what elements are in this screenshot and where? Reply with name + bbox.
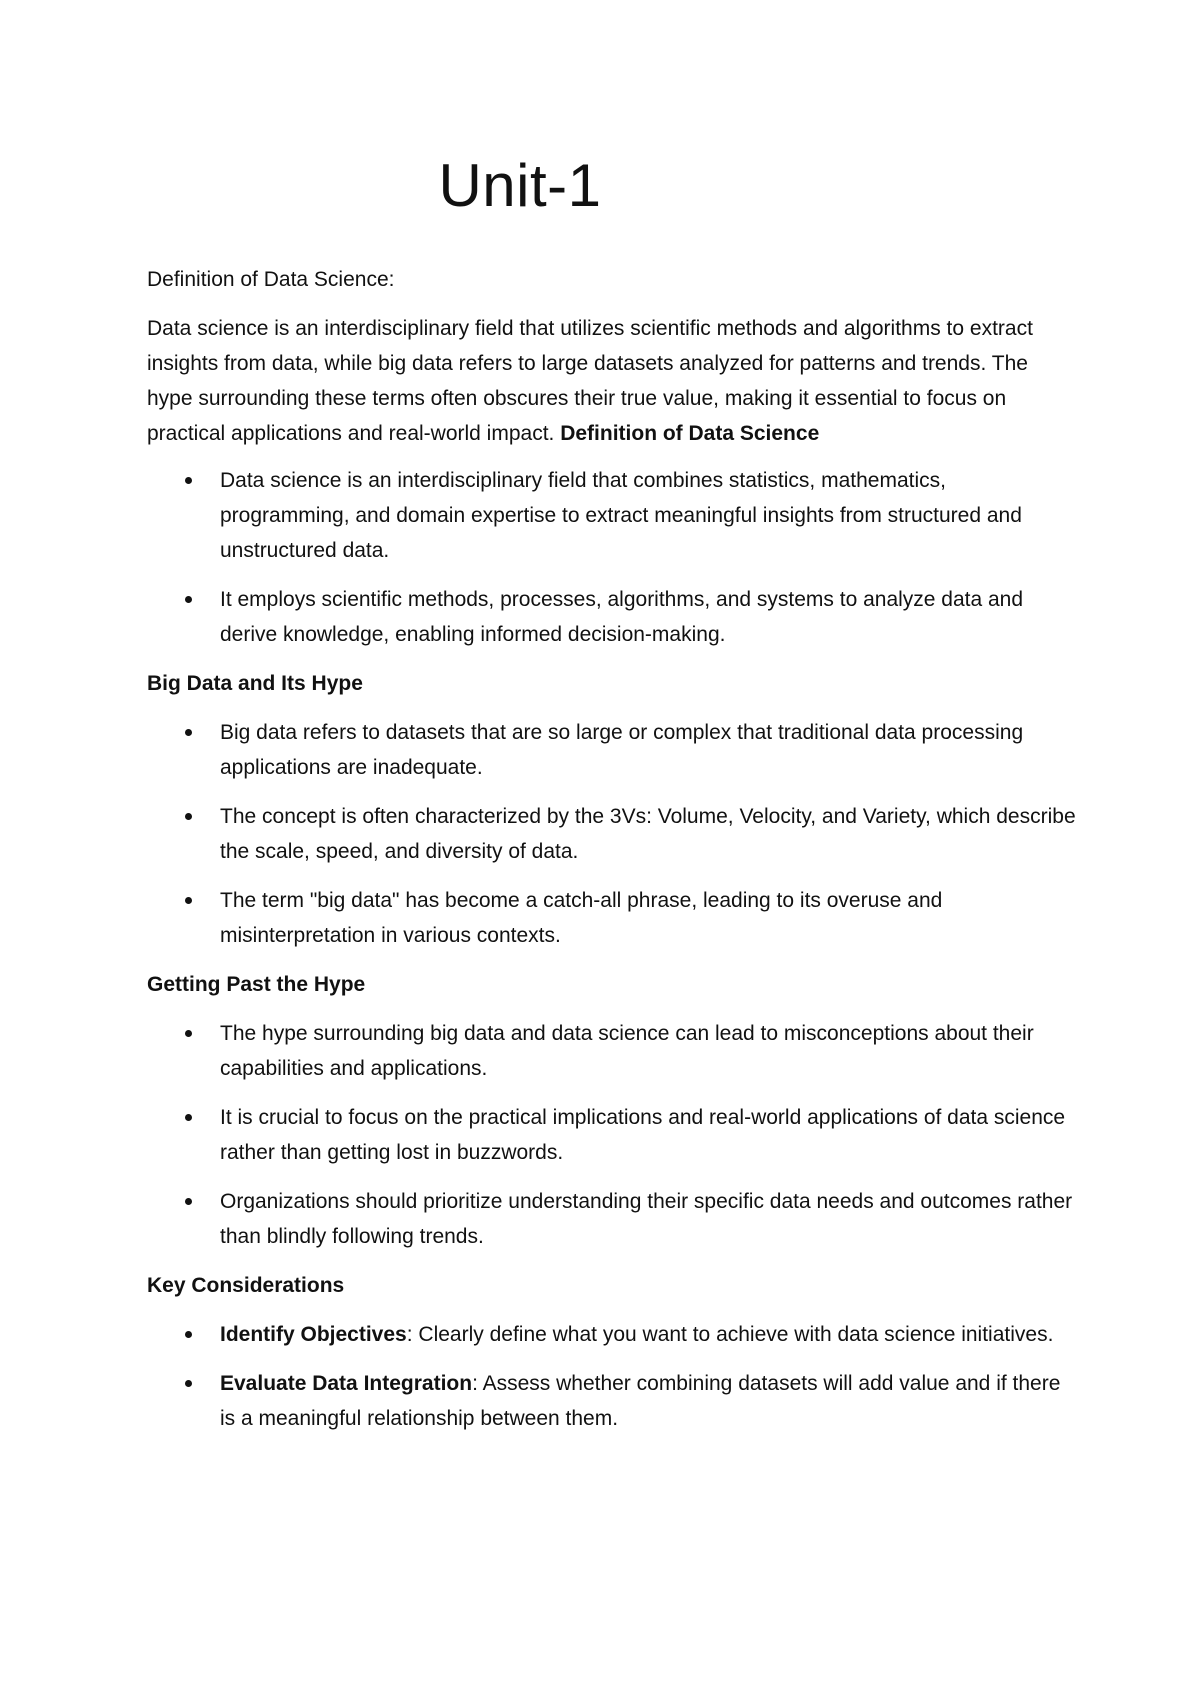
- list-item: [147, 1317, 1077, 1352]
- list-item-text: : Clearly define what you want to achieve with data science initiatives.: [406, 1323, 1054, 1346]
- bullet-icon: [185, 1114, 192, 1121]
- big-data-bullet-list: [147, 715, 1077, 953]
- bullet-icon: [185, 1380, 192, 1387]
- intro-text: Data science is an interdisciplinary field that utilizes scientific methods and algorithms to extract insights from data, while big data refers to large datasets analyzed for patterns and trends. The hype surrounding these terms often obscures their true value, making it essential to focus on practical applications and real-world impact.: [147, 317, 1033, 445]
- list-item: [147, 463, 1077, 568]
- definition-label: Definition of Data Science:: [147, 268, 395, 291]
- document-content: [147, 262, 1077, 1450]
- intro-inline-heading: Definition of Data Science: [560, 422, 820, 445]
- list-item-text: The concept is often characterized by the 3Vs: Volume, Velocity, and Variety, which describe the scale, speed, and diversity of data.: [220, 805, 1076, 863]
- list-item-text: Big data refers to datasets that are so large or complex that traditional data processing applications are inadequate.: [220, 721, 1024, 779]
- bullet-icon: [185, 596, 192, 603]
- list-item: [147, 1016, 1077, 1086]
- bullet-icon: [185, 477, 192, 484]
- bullet-icon: [185, 813, 192, 820]
- section-heading-key-considerations: Key Considerations: [147, 1274, 345, 1297]
- list-item: [147, 582, 1077, 652]
- list-item-text: The hype surrounding big data and data science can lead to misconceptions about their capabilities and applications.: [220, 1022, 1034, 1080]
- list-item-term: Identify Objectives: [220, 1323, 407, 1346]
- list-item: [147, 883, 1077, 953]
- list-item-term: Evaluate Data Integration: [220, 1372, 473, 1395]
- list-item: [147, 799, 1077, 869]
- bullet-icon: [185, 1030, 192, 1037]
- definition-bullet-list: [147, 463, 1077, 652]
- list-item-text: It is crucial to focus on the practical implications and real-world applications of data science rather than getting lost in buzzwords.: [220, 1106, 1066, 1164]
- bullet-icon: [185, 897, 192, 904]
- list-item-text: Organizations should prioritize understanding their specific data needs and outcomes rather than blindly following trends.: [220, 1190, 1073, 1248]
- list-item-text: : Assess whether combining datasets will add value and if there is a meaningful relationship between them.: [220, 1372, 1061, 1430]
- list-item: [147, 1184, 1077, 1254]
- section-heading-big-data: Big Data and Its Hype: [147, 672, 363, 695]
- bullet-icon: [185, 1198, 192, 1205]
- list-item: [147, 715, 1077, 785]
- bullet-icon: [185, 729, 192, 736]
- list-item: [147, 1366, 1077, 1436]
- list-item-text: It employs scientific methods, processes, algorithms, and systems to analyze data and derive knowledge, enabling informed decision-making.: [220, 588, 1024, 646]
- key-considerations-bullet-list: [147, 1317, 1077, 1436]
- list-item: [147, 1100, 1077, 1170]
- document-title: Unit-1: [438, 152, 602, 219]
- list-item-text: The term "big data" has become a catch-all phrase, leading to its overuse and misinterpretation in various contexts.: [220, 889, 943, 947]
- section-heading-past-hype: Getting Past the Hype: [147, 973, 366, 996]
- intro-paragraph: [147, 311, 1077, 451]
- past-hype-bullet-list: [147, 1016, 1077, 1254]
- list-item-text: Data science is an interdisciplinary field that combines statistics, mathematics, programming, and domain expertise to extract meaningful insights from structured and unstructured data.: [220, 469, 1022, 562]
- bullet-icon: [185, 1331, 192, 1338]
